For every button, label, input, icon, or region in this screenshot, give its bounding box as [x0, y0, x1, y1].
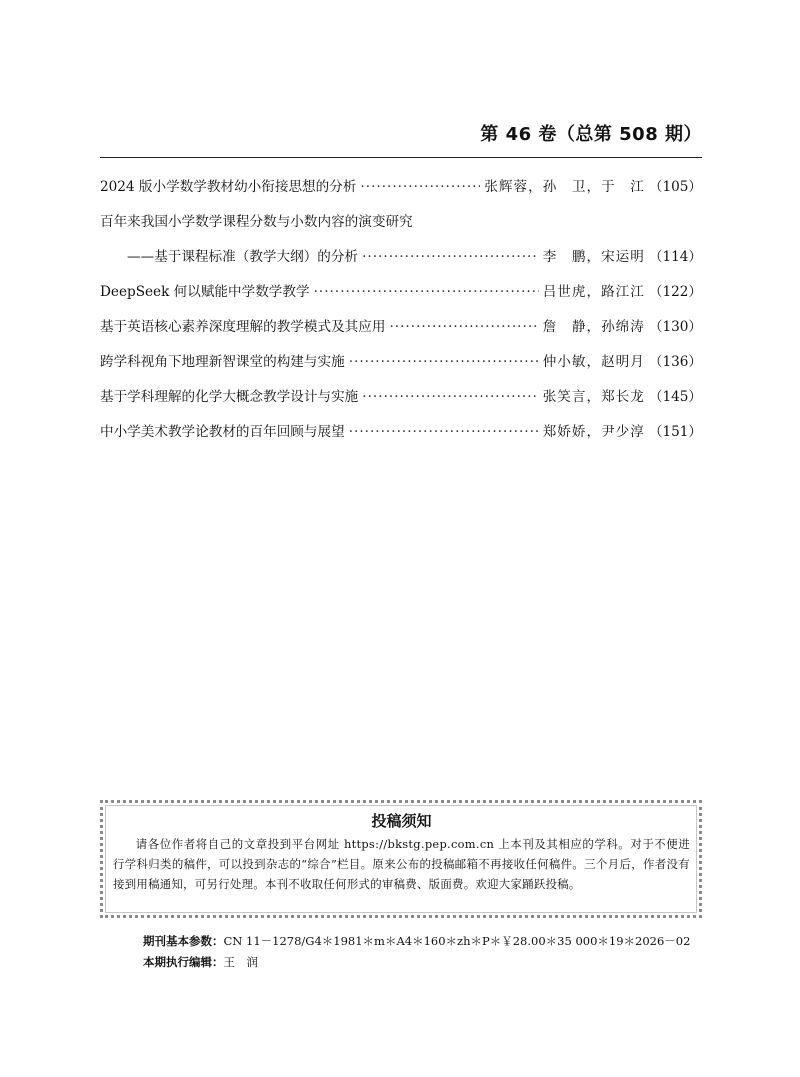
toc-leader	[389, 319, 538, 335]
toc-entry-page: （105）	[648, 179, 702, 195]
toc-entry-page: （114）	[648, 249, 702, 265]
toc-entry-author: 郑娇娇，尹少淳	[542, 424, 645, 440]
toc-entry[interactable]	[100, 280, 702, 315]
toc-entry-page: （151）	[648, 424, 702, 440]
toc-entry[interactable]	[100, 350, 702, 385]
table-of-contents	[100, 175, 702, 455]
notice-body: 请各位作者将自己的文章投到平台网址 https://bkstg.pep.com.cn 上本刊及其相应的学科。对于不便进行学科归类的稿件，可以投到杂志的“综合”栏目。原来公布的投稿邮箱不再接收任何稿件。三个月后，作者没有接到用稿通知，可另行处理。本刊不收取任何形式的审稿费、版面费。欢迎大家踊跃投稿。	[113, 837, 690, 891]
toc-leader	[362, 249, 539, 265]
toc-leader	[360, 179, 480, 195]
toc-entry[interactable]	[100, 175, 702, 210]
journal-parameters	[143, 933, 690, 949]
toc-entry-author: 吕世虎，路江江	[542, 284, 645, 300]
toc-entry-author: 仲小敏，赵明月	[542, 354, 645, 370]
params-label: 期刊基本参数：	[143, 934, 224, 948]
toc-leader	[349, 424, 539, 440]
submission-notice-box	[100, 800, 702, 918]
toc-leader	[349, 354, 539, 370]
editor-value: 王 润	[223, 955, 258, 969]
toc-leader	[362, 389, 538, 405]
toc-entry-page: （136）	[648, 354, 702, 370]
toc-entry-author: 詹 静，孙绵涛	[542, 319, 645, 335]
toc-entry-author: 张笑言，郑长龙	[542, 389, 645, 405]
toc-entry[interactable]	[100, 245, 702, 280]
toc-entry-page: （145）	[648, 389, 702, 405]
toc-entry-title: 基于学科理解的化学大概念教学设计与实施	[100, 389, 359, 405]
toc-entry-page: （122）	[648, 284, 702, 300]
volume-header: 第 46 卷（总第 508 期）	[480, 124, 702, 145]
toc-entry-author: 李 鹏，宋运明	[542, 249, 645, 265]
toc-entry-title: 中小学美术教学论教材的百年回顾与展望	[100, 424, 345, 440]
header-divider	[100, 157, 702, 158]
toc-entry-title: 基于英语核心素养深度理解的教学模式及其应用	[100, 319, 386, 335]
params-value: CN 11－1278/G4＊1981＊m＊A4＊160＊zh＊P＊￥28.00＊35 000＊19＊2026－02	[223, 934, 691, 948]
toc-entry[interactable]	[100, 210, 702, 245]
toc-entry-title: 百年来我国小学数学课程分数与小数内容的演变研究	[100, 214, 413, 230]
toc-entry[interactable]	[100, 420, 702, 455]
toc-entry-title: 跨学科视角下地理新智课堂的构建与实施	[100, 354, 345, 370]
toc-entry[interactable]	[100, 315, 702, 350]
toc-entry-title: 2024 版小学数学教材幼小衔接思想的分析	[100, 179, 357, 195]
toc-entry-page: （130）	[648, 319, 702, 335]
toc-entry-title: DeepSeek 何以赋能中学数学教学	[100, 284, 310, 300]
toc-entry-subtitle: ——基于课程标准（教学大纲）的分析	[127, 249, 359, 265]
notice-title: 投稿须知	[371, 812, 432, 830]
editor-label: 本期执行编辑：	[143, 955, 224, 969]
executive-editor	[143, 954, 258, 970]
toc-leader	[314, 284, 539, 300]
toc-entry-author: 张辉蓉，孙 卫，于 江	[484, 179, 645, 195]
toc-entry[interactable]	[100, 385, 702, 420]
